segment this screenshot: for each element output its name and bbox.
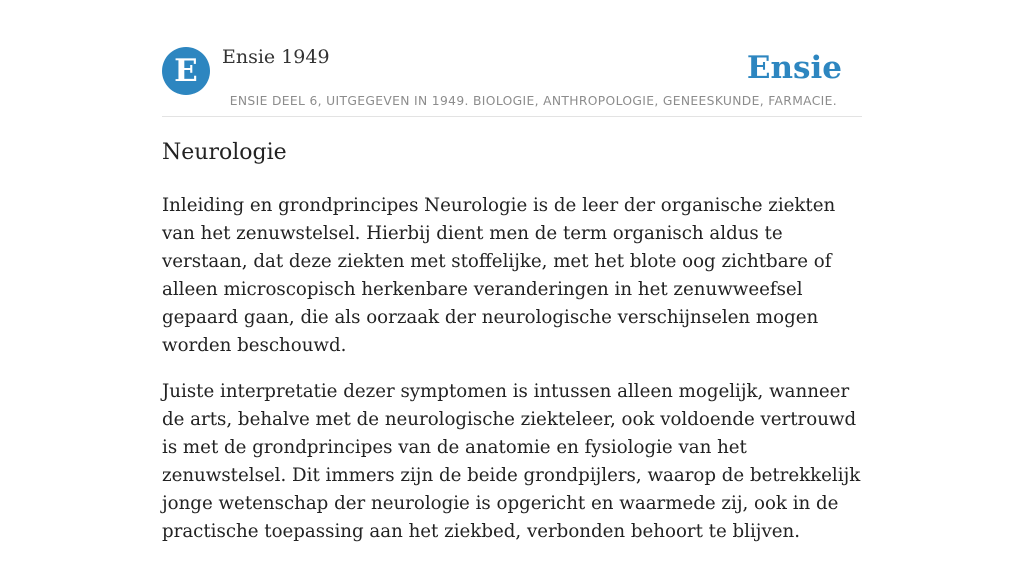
brand-link[interactable]: Ensie (746, 50, 842, 86)
page-container (162, 0, 862, 542)
paragraph: Inleiding en grondprincipes Neurologie is de leer der organische ziekten van het zenuwstelsel. Hierbij dient men de term organisch aldus te verstaan, dat deze ziekten met stoffelijke, met het blote oog zichtbare of alleen microscopisch herkenbare veranderingen in het zenuwweefsel gepaard gaan, die als oorzaak der neurologische verschijnselen mogen worden beschouwd. (162, 195, 836, 356)
site-title-link[interactable]: Ensie 1949 (222, 46, 330, 68)
article-body (162, 192, 862, 564)
edition-subtitle: ENSIE DEEL 6, UITGEGEVEN IN 1949. BIOLOGIE, ANTHROPOLOGIE, GENEESKUNDE, FARMACIE. (229, 94, 837, 108)
article-title: Neurologie (162, 140, 287, 165)
header (162, 0, 862, 117)
ensie-logo[interactable]: E (162, 47, 210, 95)
paragraph: Juiste interpretatie dezer symptomen is intussen alleen mogelijk, wanneer de arts, behalve met de neurologische ziekteleer, ook voldoende vertrouwd is met de grondprincipes van de anatomie en fysiologie van het zenuwstelsel. Dit immers zijn de beide grondpijlers, waarop de betrekkelijk jonge wetenschap der neurologie is opgericht en waarmede zij, ook in de practische toepassing aan het ziekbed, verbonden behoort te blijven. (162, 381, 861, 542)
